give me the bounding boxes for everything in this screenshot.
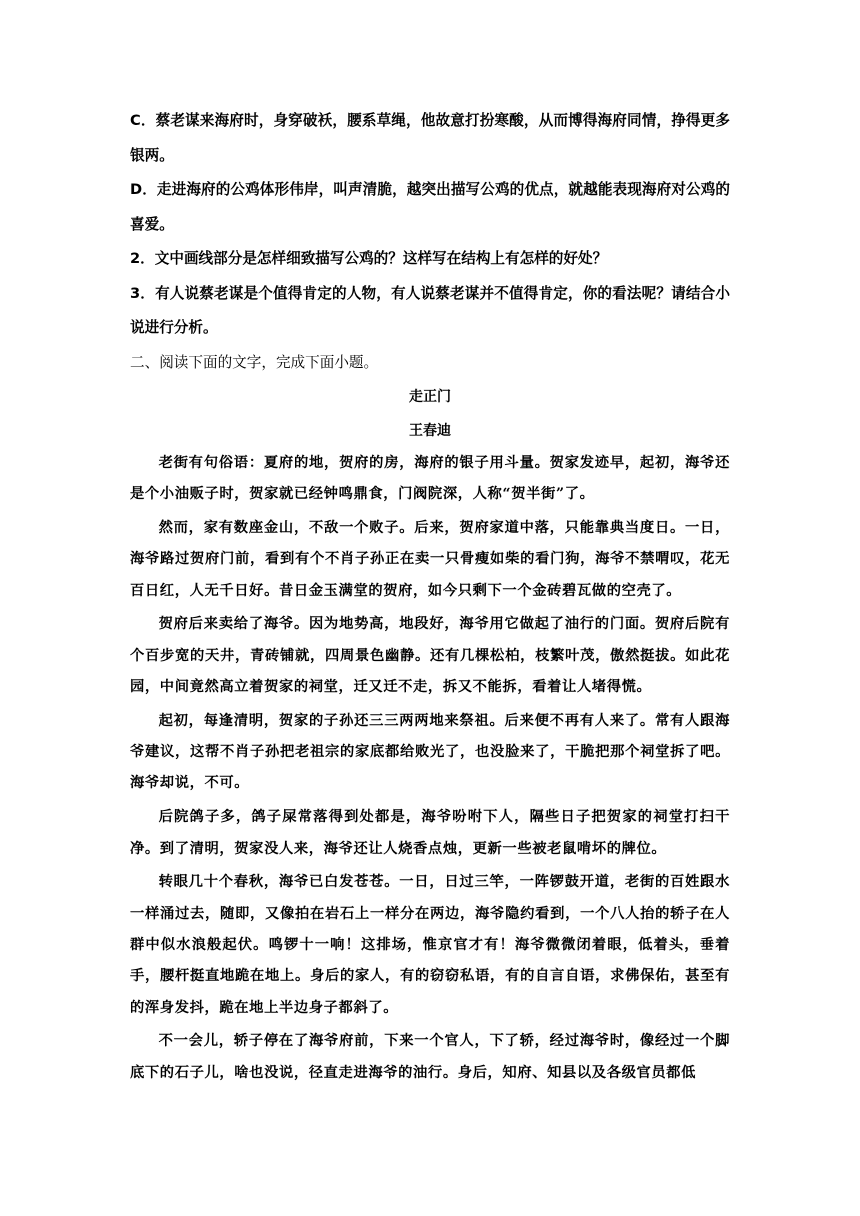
question-3 — [130, 277, 730, 346]
document-page — [130, 104, 730, 1091]
option-c-text: 蔡老谋来海府时，身穿破袄，腰系草绳，他故意打扮寒酸，从而博得海府同情，挣得更多银两。 — [130, 112, 730, 164]
article-author: 王春迪 — [409, 423, 451, 439]
question-3-label: 3． — [130, 284, 156, 302]
paragraph: 不一会儿，轿子停在了海爷府前，下来一个官人，下了轿，经过海爷时，像经过一个脚底下的石子儿，啥也没说，径直走进海爷的油行。身后，知府、知县以及各级官员都低 — [130, 1033, 730, 1081]
option-c — [130, 104, 730, 173]
paragraph: 转眼几十个春秋，海爷已白发苍苍。一日，日过三竿，一阵锣鼓开道，老街的百姓跟水一样涌过去，随即，又像拍在岩石上一样分在两边，海爷隐约看到，一个八人抬的轿子在人群中似水浪般起伏。鸣锣十一响！这排场，惟京官才有！海爷微微闭着眼，低着头，垂着手，腰杆挺直地跪在地上。身后的家人，有的窃窃私语，有的自言自语，求佛保佑，甚至有的浑身发抖，跪在地上半边身子都斜了。 — [130, 874, 730, 1016]
section-heading: 二、阅读下面的文字，完成下面小题。 — [130, 353, 379, 371]
question-2-label: 2． — [130, 250, 155, 267]
option-c-label: C． — [130, 112, 156, 129]
question-2 — [130, 242, 730, 277]
article-title: 走正门 — [409, 389, 451, 405]
paragraph: 贺府后来卖给了海爷。因为地势高，地段好，海爷用它做起了油行的门面。贺府后院有个百步宽的天井，青砖铺就，四周景色幽静。还有几棵松柏，枝繁叶茂，傲然挺拔。如此花园，中间竟然高立着贺家的祠堂，迁又迁不走，拆又不能拆，看着让人堵得慌。 — [130, 616, 730, 696]
question-3-text: 有人说蔡老谋是个值得肯定的人物，有人说蔡老谋并不值得肯定，你的看法呢？请结合小说进行分析。 — [130, 284, 730, 336]
paragraph: 然而，家有数座金山，不敌一个败子。后来，贺府家道中落，只能靠典当度日。一日，海爷路过贺府门前，看到有个不肖子孙正在卖一只骨瘦如柴的看门狗，海爷不禁喟叹，花无百日红，人无千日好。昔日金玉满堂的贺府，如今只剩下一个金砖碧瓦做的空壳了。 — [130, 520, 730, 599]
paragraph: 老街有句俗语：夏府的地，贺府的房，海府的银子用斗量。贺家发迹早，起初，海爷还是个小油贩子时，贺家就已经钟鸣鼎食，门阀院深，人称“贺半街”了。 — [130, 455, 730, 503]
option-d — [130, 173, 730, 242]
option-d-label: D． — [130, 181, 157, 198]
paragraph: 后院鸽子多，鸽子屎常落得到处都是，海爷吩咐下人，隔些日子把贺家的祠堂打扫干净。到了清明，贺家没人来，海爷还让人烧香点烛，更新一些被老鼠啃坏的牌位。 — [130, 809, 730, 857]
question-2-text: 文中画线部分是怎样细致描写公鸡的？这样写在结构上有怎样的好处？ — [154, 250, 608, 267]
option-d-text: 走进海府的公鸡体形伟岸，叫声清脆，越突出描写公鸡的优点，就越能表现海府对公鸡的喜爱。 — [130, 181, 730, 233]
paragraph: 起初，每逢清明，贺家的子孙还三三两两地来祭祖。后来便不再有人来了。常有人跟海爷建议，这帮不肖子孙把老祖宗的家底都给败光了，也没脸来了，干脆把那个祠堂拆了吧。海爷却说，不可。 — [130, 712, 730, 792]
